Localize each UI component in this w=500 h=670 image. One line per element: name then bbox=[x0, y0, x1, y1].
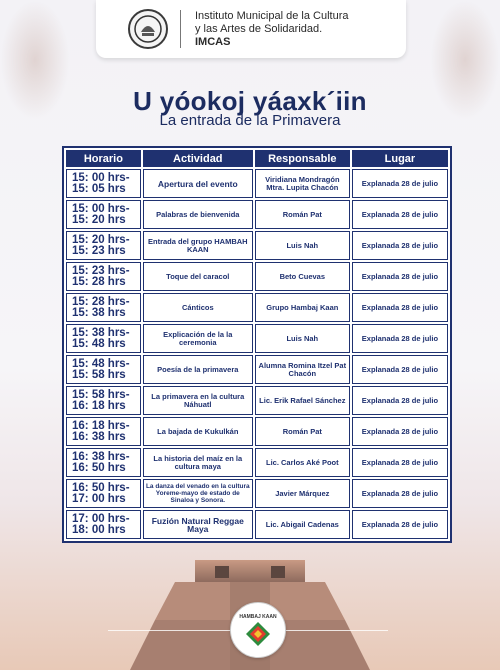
cell-actividad: La bajada de Kukulkán bbox=[143, 417, 253, 446]
cell-responsable: Alumna Romina Itzel Pat Chacón bbox=[255, 355, 350, 384]
time-end: 15: 38 hrs bbox=[72, 306, 126, 319]
cell-actividad: La danza del venado en la cultura Yoreme-mayo de estado de Sinaloa y Sonora. bbox=[143, 479, 253, 508]
table-row bbox=[66, 293, 448, 322]
cell-horario bbox=[66, 510, 141, 539]
hambaj-kaan-badge bbox=[230, 602, 286, 658]
time-start: 15: 00 hrs- bbox=[72, 171, 130, 184]
cell-horario bbox=[66, 417, 141, 446]
cell-horario bbox=[66, 386, 141, 415]
cell-responsable: Beto Cuevas bbox=[255, 262, 350, 291]
cell-lugar: Explanada 28 de julio bbox=[352, 479, 448, 508]
cell-responsable: Lic. Abigail Cadenas bbox=[255, 510, 350, 539]
cell-lugar: Explanada 28 de julio bbox=[352, 262, 448, 291]
table-row bbox=[66, 479, 448, 508]
header-divider bbox=[180, 10, 181, 48]
page-title: U yóokoj yáaxk´iin bbox=[133, 86, 367, 116]
cell-lugar: Explanada 28 de julio bbox=[352, 231, 448, 260]
cell-actividad: Poesía de la primavera bbox=[143, 355, 253, 384]
time-end: 15: 23 hrs bbox=[72, 244, 126, 257]
cell-actividad: Fuzión Natural Reggae Maya bbox=[143, 510, 253, 539]
time-end: 16: 38 hrs bbox=[72, 430, 126, 443]
cell-actividad: La primavera en la cultura Náhuatl bbox=[143, 386, 253, 415]
cell-horario bbox=[66, 293, 141, 322]
cell-lugar: Explanada 28 de julio bbox=[352, 417, 448, 446]
time-end: 17: 00 hrs bbox=[72, 492, 126, 505]
header-lugar: Lugar bbox=[352, 150, 448, 167]
cell-lugar: Explanada 28 de julio bbox=[352, 448, 448, 477]
cell-responsable: Javier Márquez bbox=[255, 479, 350, 508]
time-start: 16: 50 hrs- bbox=[72, 481, 130, 494]
header-card bbox=[96, 0, 406, 58]
cell-horario bbox=[66, 169, 141, 198]
cell-horario bbox=[66, 262, 141, 291]
time-end: 15: 20 hrs bbox=[72, 213, 126, 226]
institution-line-1: Instituto Municipal de la Cultura bbox=[195, 9, 349, 22]
cell-horario bbox=[66, 479, 141, 508]
time-end: 16: 50 hrs bbox=[72, 461, 126, 474]
time-start: 15: 00 hrs- bbox=[72, 202, 130, 215]
cell-actividad: Palabras de bienvenida bbox=[143, 200, 253, 229]
imcas-logo-icon bbox=[128, 9, 168, 49]
cell-responsable: Román Pat bbox=[255, 417, 350, 446]
cell-actividad: Cánticos bbox=[143, 293, 253, 322]
table-row bbox=[66, 231, 448, 260]
table-row bbox=[66, 448, 448, 477]
cell-actividad: Entrada del grupo HAMBAH KAAN bbox=[143, 231, 253, 260]
cell-responsable: Lic. Carlos Aké Poot bbox=[255, 448, 350, 477]
table-row bbox=[66, 355, 448, 384]
cell-responsable: Román Pat bbox=[255, 200, 350, 229]
cell-lugar: Explanada 28 de julio bbox=[352, 169, 448, 198]
time-end: 15: 05 hrs bbox=[72, 182, 126, 195]
time-start: 16: 18 hrs- bbox=[72, 419, 130, 432]
cell-responsable: Viridiana Mondragón Mtra. Lupita Chacón bbox=[255, 169, 350, 198]
time-start: 15: 38 hrs- bbox=[72, 326, 130, 339]
time-end: 15: 58 hrs bbox=[72, 368, 126, 381]
table-header-row bbox=[66, 150, 448, 167]
cell-actividad: Apertura del evento bbox=[143, 169, 253, 198]
time-start: 15: 58 hrs- bbox=[72, 388, 130, 401]
schedule-body bbox=[66, 169, 448, 539]
table-row bbox=[66, 386, 448, 415]
header-actividad: Actividad bbox=[143, 150, 253, 167]
time-start: 16: 38 hrs- bbox=[72, 450, 130, 463]
cell-lugar: Explanada 28 de julio bbox=[352, 510, 448, 539]
schedule-table bbox=[62, 146, 452, 543]
institution-abbr: IMCAS bbox=[195, 35, 231, 48]
time-start: 17: 00 hrs- bbox=[72, 512, 130, 525]
cell-responsable: Grupo Hambaj Kaan bbox=[255, 293, 350, 322]
cell-lugar: Explanada 28 de julio bbox=[352, 386, 448, 415]
time-end: 15: 28 hrs bbox=[72, 275, 126, 288]
table-row bbox=[66, 510, 448, 539]
cell-lugar: Explanada 28 de julio bbox=[352, 293, 448, 322]
institution-name bbox=[195, 10, 348, 49]
cell-horario bbox=[66, 324, 141, 353]
table-row bbox=[66, 169, 448, 198]
time-start: 15: 28 hrs- bbox=[72, 295, 130, 308]
cell-horario bbox=[66, 355, 141, 384]
institution-line-2: y las Artes de Solidaridad. bbox=[195, 22, 323, 35]
time-start: 15: 20 hrs- bbox=[72, 233, 130, 246]
header-responsable: Responsable bbox=[255, 150, 350, 167]
header-horario: Horario bbox=[66, 150, 141, 167]
cell-horario bbox=[66, 200, 141, 229]
cell-horario bbox=[66, 448, 141, 477]
cell-actividad: Explicación de la la ceremonia bbox=[143, 324, 253, 353]
table-row bbox=[66, 417, 448, 446]
cell-actividad: Toque del caracol bbox=[143, 262, 253, 291]
badge-label: HAMBAJ KAAN bbox=[239, 613, 277, 620]
table-row bbox=[66, 324, 448, 353]
cell-horario bbox=[66, 231, 141, 260]
cell-actividad: La historia del maíz en la cultura maya bbox=[143, 448, 253, 477]
cell-lugar: Explanada 28 de julio bbox=[352, 200, 448, 229]
time-end: 15: 48 hrs bbox=[72, 337, 126, 350]
cell-lugar: Explanada 28 de julio bbox=[352, 355, 448, 384]
time-start: 15: 23 hrs- bbox=[72, 264, 130, 277]
table-row bbox=[66, 262, 448, 291]
cell-responsable: Luis Nah bbox=[255, 324, 350, 353]
time-end: 16: 18 hrs bbox=[72, 399, 126, 412]
table-row bbox=[66, 200, 448, 229]
page-subtitle: La entrada de la Primavera bbox=[159, 112, 341, 129]
cell-responsable: Luis Nah bbox=[255, 231, 350, 260]
time-end: 18: 00 hrs bbox=[72, 523, 126, 536]
cell-responsable: Lic. Erik Rafael Sánchez bbox=[255, 386, 350, 415]
cell-lugar: Explanada 28 de julio bbox=[352, 324, 448, 353]
hambaj-kaan-emblem-icon bbox=[245, 621, 271, 647]
time-start: 15: 48 hrs- bbox=[72, 357, 130, 370]
